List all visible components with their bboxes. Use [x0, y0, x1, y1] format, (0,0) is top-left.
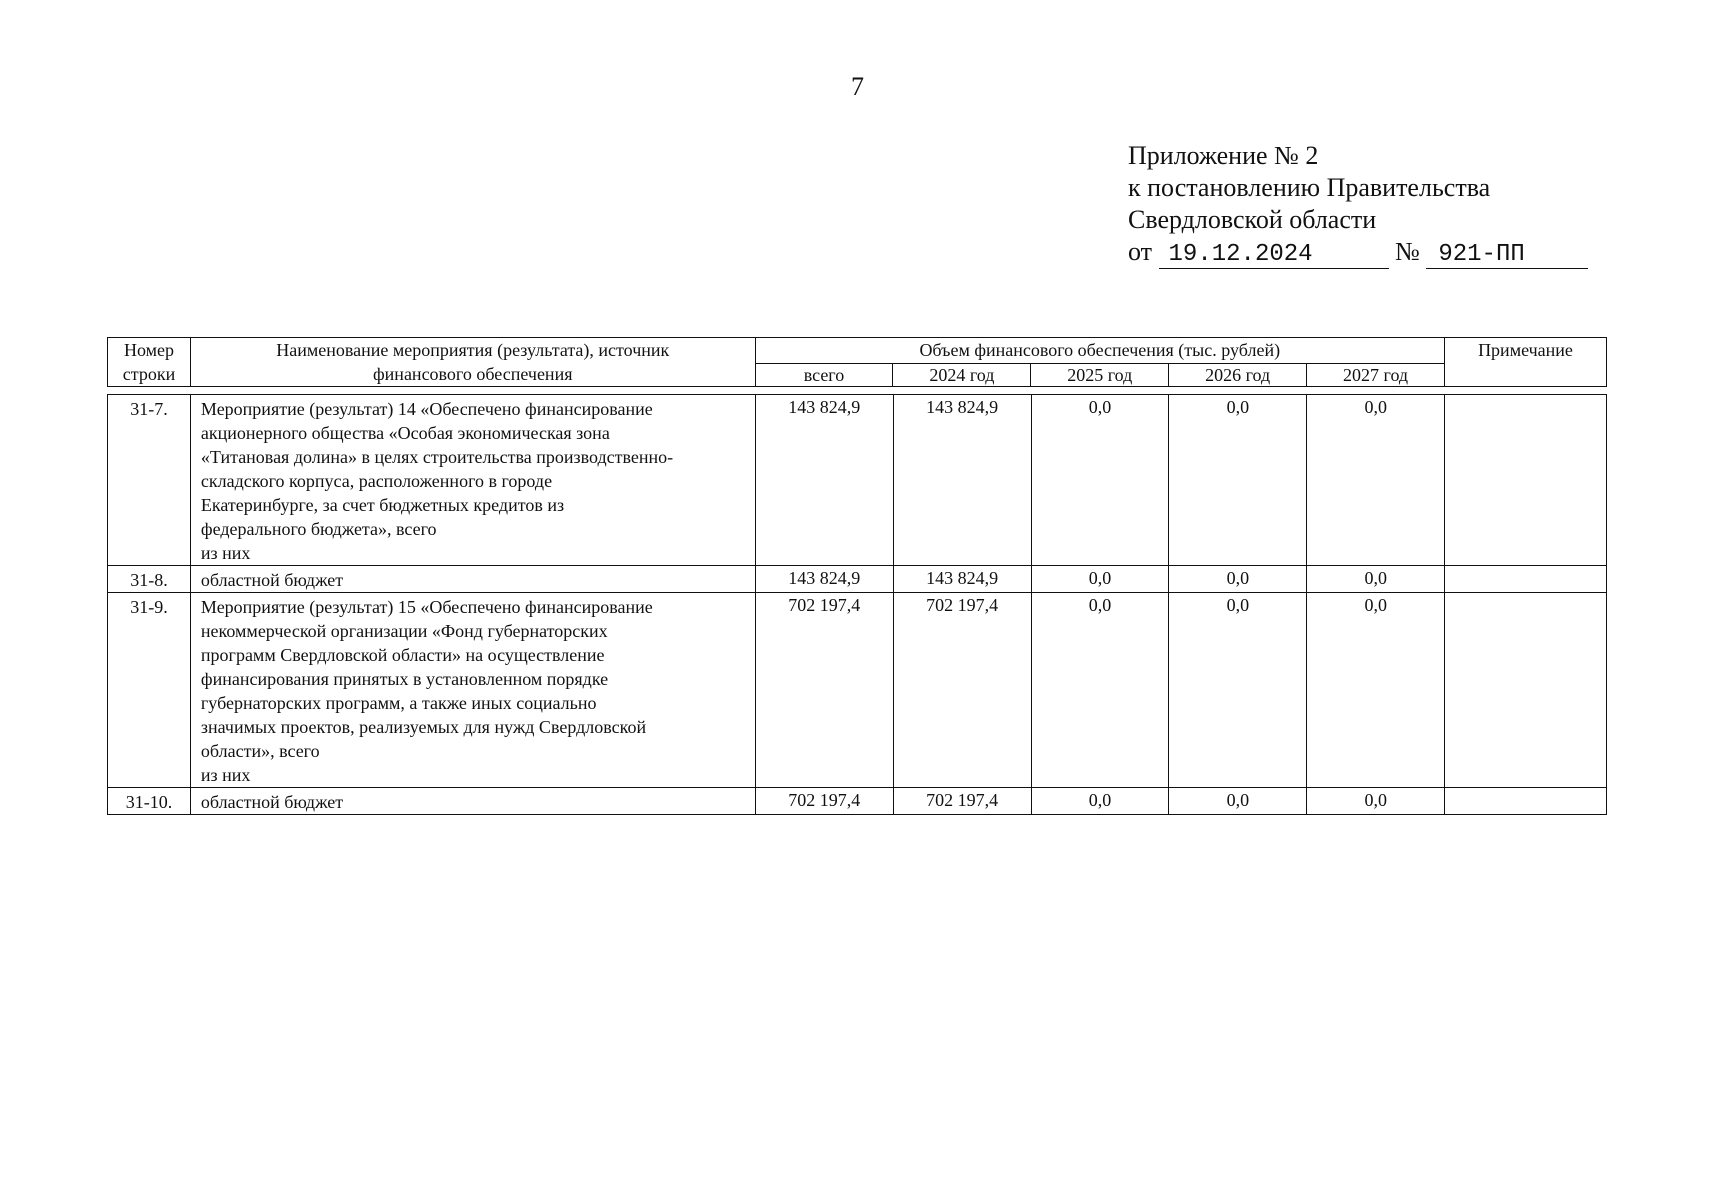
row-name-line: значимых проектов, реализуемых для нужд Свердловской [200, 717, 647, 737]
row-name-line: областной бюджет [200, 570, 344, 590]
row-name-line: из них [200, 543, 251, 563]
appendix-region-line: Свердловской области [1128, 205, 1377, 234]
row-name-line: области», всего [200, 741, 320, 761]
appendix-block [1128, 140, 1588, 269]
row-number: 31-7. [108, 395, 191, 566]
resolution-number: 921-ПП [1426, 242, 1588, 269]
row-2024: 702 197,4 [893, 593, 1031, 788]
row-name [190, 788, 755, 815]
row-name-line: губернаторских программ, а также иных социально [200, 693, 597, 713]
table-header [107, 337, 1607, 387]
row-name-line: федерального бюджета», всего [200, 519, 437, 539]
row-name-line: из них [200, 765, 251, 785]
row-name [190, 566, 755, 593]
row-name-line: программ Свердловской области» на осуществление [200, 645, 605, 665]
header-name [190, 338, 755, 387]
row-2027: 0,0 [1307, 788, 1445, 815]
row-name-line: акционерного общества «Особая экономическая зона [200, 423, 610, 443]
row-number: 31-9. [108, 593, 191, 788]
row-name-line: «Титановая долина» в целях строительства производственно- [200, 447, 674, 467]
header-note: Примечание [1445, 338, 1607, 387]
number-prefix: № [1395, 237, 1420, 266]
header-row-number [108, 338, 191, 387]
row-2026: 0,0 [1169, 395, 1307, 566]
row-number: 31-10. [108, 788, 191, 815]
row-2026: 0,0 [1169, 593, 1307, 788]
table-body [107, 394, 1607, 815]
date-prefix: от [1128, 237, 1153, 266]
header-total: всего [755, 364, 893, 387]
row-total: 702 197,4 [755, 788, 893, 815]
row-2025: 0,0 [1031, 593, 1169, 788]
row-2024: 143 824,9 [893, 566, 1031, 593]
row-name-line: некоммерческой организации «Фонд губернаторских [200, 621, 608, 641]
row-2025: 0,0 [1031, 566, 1169, 593]
header-2026: 2026 год [1169, 364, 1307, 387]
row-2024: 143 824,9 [893, 395, 1031, 566]
header-row-number-line2: строки [122, 364, 176, 384]
header-2027: 2027 год [1307, 364, 1445, 387]
row-name-line: Екатеринбурге, за счет бюджетных кредитов из [200, 495, 565, 515]
header-name-line2: финансового обеспечения [373, 364, 573, 384]
row-2026: 0,0 [1169, 788, 1307, 815]
row-name-line: Мероприятие (результат) 15 «Обеспечено финансирование [200, 597, 653, 617]
row-name [190, 395, 755, 566]
row-name-line: областной бюджет [200, 792, 344, 812]
header-2025: 2025 год [1031, 364, 1169, 387]
row-note [1445, 593, 1607, 788]
table-row [108, 395, 1607, 566]
row-2026: 0,0 [1169, 566, 1307, 593]
row-total: 702 197,4 [755, 593, 893, 788]
page-number: 7 [851, 72, 864, 101]
row-note [1445, 566, 1607, 593]
row-total: 143 824,9 [755, 395, 893, 566]
appendix-resolution-line: к постановлению Правительства [1128, 173, 1491, 202]
row-note [1445, 395, 1607, 566]
appendix-title: Приложение № 2 [1128, 141, 1319, 170]
row-2025: 0,0 [1031, 395, 1169, 566]
row-name [190, 593, 755, 788]
row-2027: 0,0 [1307, 395, 1445, 566]
row-2025: 0,0 [1031, 788, 1169, 815]
appendix-date-number-line [1128, 236, 1588, 269]
header-name-line1: Наименование мероприятия (результата), источник [276, 340, 670, 360]
row-2027: 0,0 [1307, 566, 1445, 593]
row-name-line: финансирования принятых в установленном порядке [200, 669, 609, 689]
row-name-line: Мероприятие (результат) 14 «Обеспечено финансирование [200, 399, 653, 419]
resolution-date: 19.12.2024 [1159, 242, 1389, 269]
row-note [1445, 788, 1607, 815]
row-2027: 0,0 [1307, 593, 1445, 788]
header-funding-group: Объем финансового обеспечения (тыс. рублей) [755, 338, 1444, 364]
row-2024: 702 197,4 [893, 788, 1031, 815]
row-total: 143 824,9 [755, 566, 893, 593]
row-number: 31-8. [108, 566, 191, 593]
header-2024: 2024 год [893, 364, 1031, 387]
table-row [108, 593, 1607, 788]
table-row [108, 566, 1607, 593]
row-name-line: складского корпуса, расположенного в городе [200, 471, 553, 491]
header-row-number-line1: Номер [123, 340, 174, 360]
table-row [108, 788, 1607, 815]
